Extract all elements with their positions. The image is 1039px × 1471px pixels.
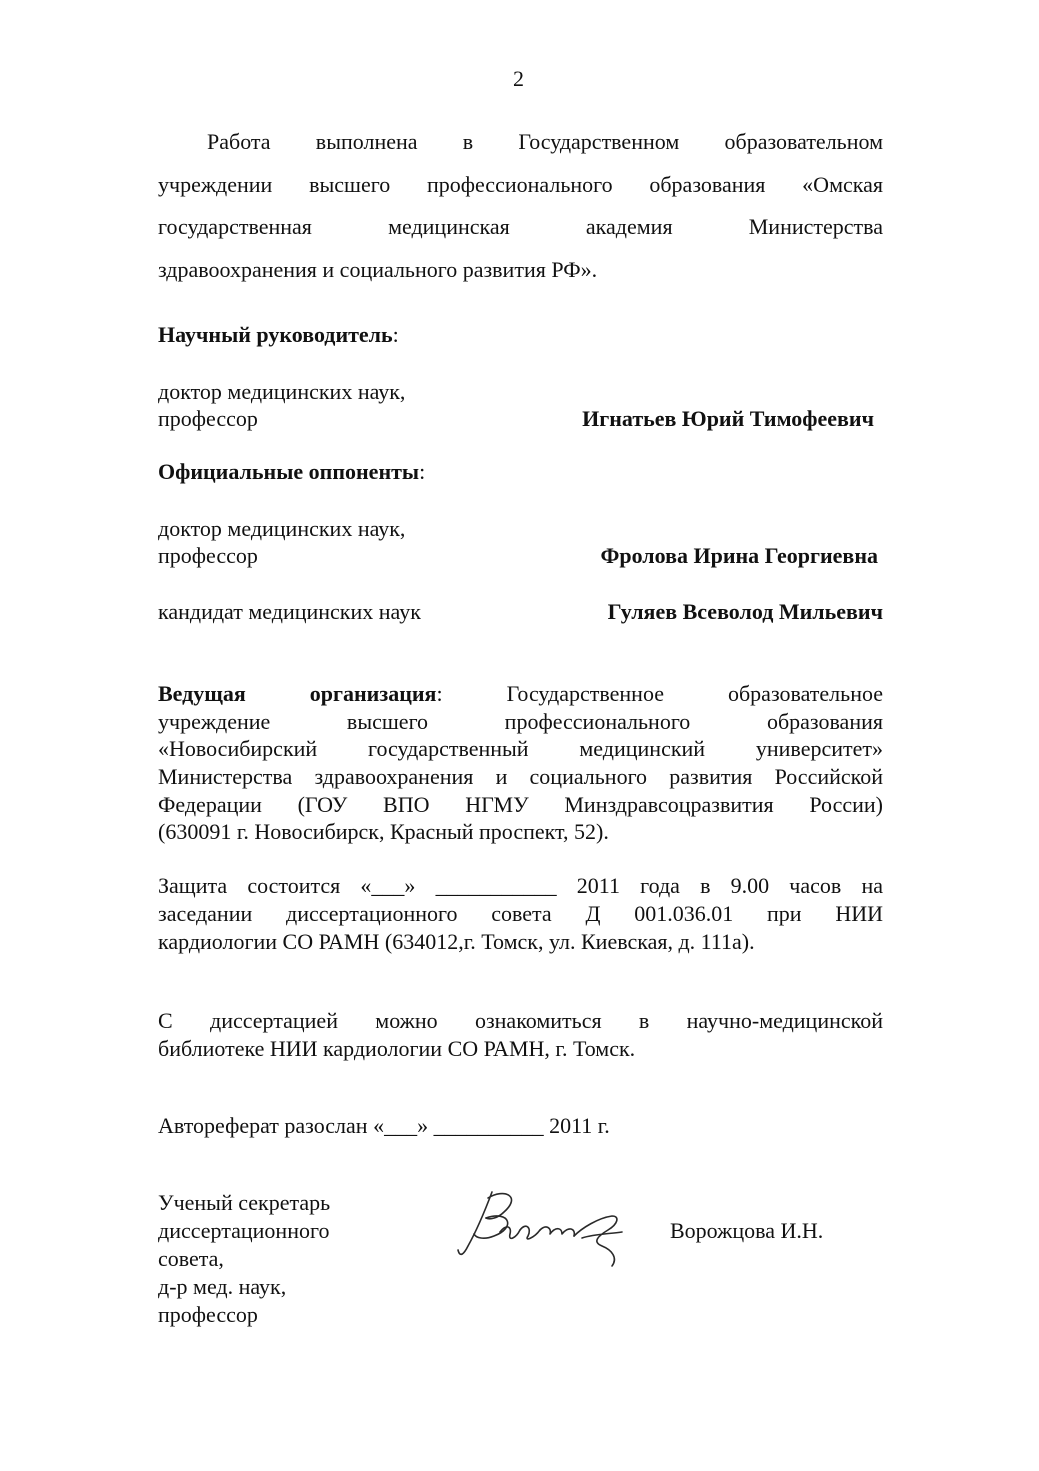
- secretary-name: Ворожцова И.Н.: [670, 1218, 824, 1243]
- secretary-line-3: совета,: [158, 1246, 224, 1271]
- defense-line-2: заседании диссертационного совета Д 001.036.01 при НИИ: [158, 901, 883, 926]
- defense-line-1: Защита состоится «___» ___________ 2011 года в 9.00 часов на: [158, 873, 883, 898]
- page-number: 2: [513, 66, 524, 91]
- supervisor-title: профессор: [158, 406, 258, 431]
- leading-org-line-6: (630091 г. Новосибирск, Красный проспект, 52).: [158, 819, 609, 844]
- intro-line-2: учреждении высшего профессионального образования «Омская: [158, 172, 883, 197]
- opponents-colon: :: [419, 459, 426, 484]
- leading-org-line-2: учреждение высшего профессионального образования: [158, 709, 883, 734]
- supervisor-degree: доктор медицинских наук,: [158, 379, 406, 404]
- leading-org-line-5: Федерации (ГОУ ВПО НГМУ Минздравсоцразвития России): [158, 792, 883, 817]
- supervisor-name: Игнатьев Юрий Тимофеевич: [582, 406, 874, 431]
- leading-org-line-1-rest: Государственное образовательное: [506, 681, 884, 706]
- leading-org-line-3: «Новосибирский государственный медицинский университет»: [158, 736, 883, 761]
- opponent-1-name: Фролова Ирина Георгиевна: [600, 543, 878, 568]
- leading-org-line-1: [158, 681, 883, 707]
- intro-line-1: Работа выполнена в Государственном образовательном: [207, 129, 883, 154]
- leading-org-line-4: Министерства здравоохранения и социального развития Российской: [158, 764, 883, 789]
- intro-line-3: государственная медицинская академия Министерства: [158, 214, 883, 239]
- secretary-line-1: Ученый секретарь: [158, 1190, 331, 1215]
- defense-line-3: кардиологии СО РАМН (634012,г. Томск, ул. Киевская, д. 111а).: [158, 929, 755, 954]
- intro-line-4: здравоохранения и социального развития РФ».: [158, 257, 598, 282]
- leading-org-colon: :: [436, 681, 443, 706]
- secretary-line-5: профессор: [158, 1302, 258, 1327]
- secretary-line-4: д-р мед. наук,: [158, 1274, 287, 1299]
- supervisor-colon: :: [392, 322, 399, 347]
- opponent-2-name: Гуляев Всеволод Мильевич: [607, 599, 883, 624]
- handwritten-signature: [452, 1188, 632, 1276]
- abstract-sent-line: Автореферат разослан «___» __________ 2011 г.: [158, 1113, 610, 1138]
- opponent-2-degree: кандидат медицинских наук: [158, 599, 421, 624]
- supervisor-heading: Научный руководитель: [158, 322, 393, 347]
- opponent-1-title: профессор: [158, 543, 258, 568]
- library-line-2: библиотеке НИИ кардиологии СО РАМН, г. Томск.: [158, 1036, 636, 1061]
- supervisor-heading-row: [158, 322, 399, 348]
- library-line-1: С диссертацией можно ознакомиться в научно-медицинской: [158, 1008, 883, 1033]
- secretary-line-2: диссертационного: [158, 1218, 330, 1243]
- leading-org-heading: Ведущая организация: [158, 681, 437, 706]
- opponents-heading: Официальные оппоненты: [158, 459, 420, 484]
- opponent-1-degree: доктор медицинских наук,: [158, 516, 406, 541]
- opponents-heading-row: [158, 459, 425, 485]
